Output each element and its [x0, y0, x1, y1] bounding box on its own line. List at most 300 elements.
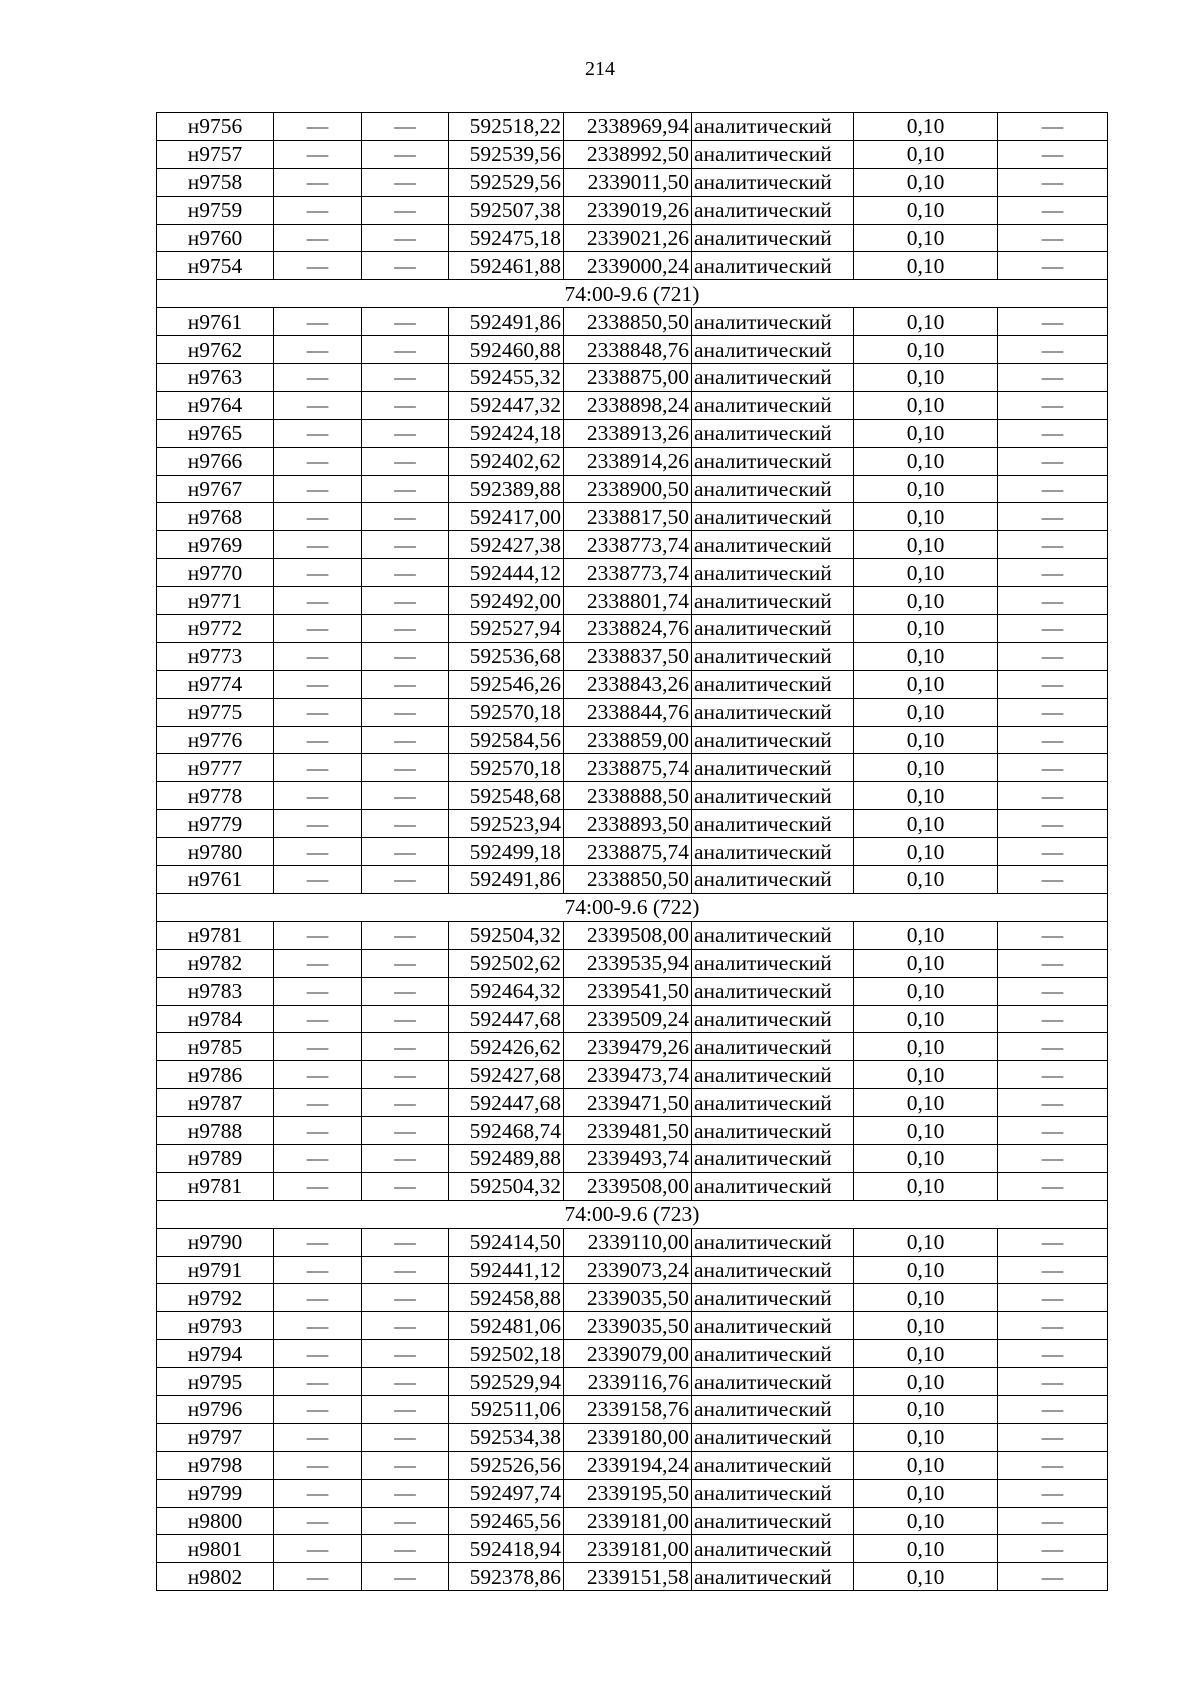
- table-row: [157, 726, 1108, 754]
- method-cell: аналитический: [692, 113, 854, 141]
- x-coordinate-cell: 592389,88: [449, 475, 564, 503]
- y-coordinate-cell: 2338773,74: [564, 531, 692, 559]
- table-row: [157, 698, 1108, 726]
- dash-cell: —: [274, 1117, 362, 1145]
- method-cell: аналитический: [692, 1535, 854, 1563]
- dash-cell: —: [274, 977, 362, 1005]
- dash-cell: —: [998, 1284, 1108, 1312]
- method-cell: аналитический: [692, 1284, 854, 1312]
- method-cell: аналитический: [692, 140, 854, 168]
- dash-cell: —: [998, 196, 1108, 224]
- dash-cell: —: [998, 1451, 1108, 1479]
- dash-cell: —: [362, 447, 449, 475]
- table-row: [157, 782, 1108, 810]
- dash-cell: —: [362, 559, 449, 587]
- dash-cell: —: [998, 391, 1108, 419]
- point-id-cell: н9797: [157, 1423, 274, 1451]
- table-row: [157, 308, 1108, 336]
- accuracy-cell: 0,10: [854, 866, 998, 894]
- dash-cell: —: [362, 308, 449, 336]
- accuracy-cell: 0,10: [854, 1563, 998, 1591]
- point-id-cell: н9776: [157, 726, 274, 754]
- y-coordinate-cell: 2338875,74: [564, 838, 692, 866]
- accuracy-cell: 0,10: [854, 642, 998, 670]
- table-row: [157, 1423, 1108, 1451]
- dash-cell: —: [998, 503, 1108, 531]
- dash-cell: —: [362, 140, 449, 168]
- dash-cell: —: [274, 1395, 362, 1423]
- dash-cell: —: [362, 1005, 449, 1033]
- accuracy-cell: 0,10: [854, 447, 998, 475]
- dash-cell: —: [362, 196, 449, 224]
- x-coordinate-cell: 592465,56: [449, 1507, 564, 1535]
- dash-cell: —: [274, 447, 362, 475]
- method-cell: аналитический: [692, 921, 854, 949]
- dash-cell: —: [362, 1395, 449, 1423]
- accuracy-cell: 0,10: [854, 838, 998, 866]
- point-id-cell: н9792: [157, 1284, 274, 1312]
- y-coordinate-cell: 2339493,74: [564, 1144, 692, 1172]
- point-id-cell: н9764: [157, 391, 274, 419]
- dash-cell: —: [362, 1089, 449, 1117]
- dash-cell: —: [362, 977, 449, 1005]
- y-coordinate-cell: 2339481,50: [564, 1117, 692, 1145]
- y-coordinate-cell: 2339541,50: [564, 977, 692, 1005]
- x-coordinate-cell: 592499,18: [449, 838, 564, 866]
- table-row: [157, 615, 1108, 643]
- x-coordinate-cell: 592489,88: [449, 1144, 564, 1172]
- section-header-row: [157, 893, 1108, 921]
- y-coordinate-cell: 2338850,50: [564, 308, 692, 336]
- point-id-cell: н9778: [157, 782, 274, 810]
- dash-cell: —: [998, 1368, 1108, 1396]
- dash-cell: —: [998, 336, 1108, 364]
- point-id-cell: н9769: [157, 531, 274, 559]
- table-row: [157, 838, 1108, 866]
- method-cell: аналитический: [692, 475, 854, 503]
- method-cell: аналитический: [692, 419, 854, 447]
- method-cell: аналитический: [692, 196, 854, 224]
- y-coordinate-cell: 2339079,00: [564, 1340, 692, 1368]
- dash-cell: —: [998, 1117, 1108, 1145]
- dash-cell: —: [274, 1228, 362, 1256]
- dash-cell: —: [998, 866, 1108, 894]
- dash-cell: —: [998, 1507, 1108, 1535]
- table-row: [157, 810, 1108, 838]
- accuracy-cell: 0,10: [854, 391, 998, 419]
- dash-cell: —: [998, 949, 1108, 977]
- method-cell: аналитический: [692, 1033, 854, 1061]
- dash-cell: —: [998, 1423, 1108, 1451]
- accuracy-cell: 0,10: [854, 224, 998, 252]
- dash-cell: —: [998, 1089, 1108, 1117]
- dash-cell: —: [998, 1005, 1108, 1033]
- dash-cell: —: [362, 168, 449, 196]
- y-coordinate-cell: 2339011,50: [564, 168, 692, 196]
- dash-cell: —: [362, 252, 449, 280]
- dash-cell: —: [362, 391, 449, 419]
- table-row: [157, 1256, 1108, 1284]
- table-row: [157, 1033, 1108, 1061]
- point-id-cell: н9770: [157, 559, 274, 587]
- dash-cell: —: [362, 1284, 449, 1312]
- point-id-cell: н9765: [157, 419, 274, 447]
- point-id-cell: н9777: [157, 754, 274, 782]
- point-id-cell: н9763: [157, 364, 274, 392]
- dash-cell: —: [362, 1368, 449, 1396]
- dash-cell: —: [274, 308, 362, 336]
- dash-cell: —: [998, 810, 1108, 838]
- method-cell: аналитический: [692, 531, 854, 559]
- y-coordinate-cell: 2338875,00: [564, 364, 692, 392]
- dash-cell: —: [362, 475, 449, 503]
- accuracy-cell: 0,10: [854, 1284, 998, 1312]
- accuracy-cell: 0,10: [854, 531, 998, 559]
- table-row: [157, 391, 1108, 419]
- point-id-cell: н9791: [157, 1256, 274, 1284]
- dash-cell: —: [362, 1228, 449, 1256]
- table-row: [157, 196, 1108, 224]
- accuracy-cell: 0,10: [854, 1256, 998, 1284]
- method-cell: аналитический: [692, 1172, 854, 1200]
- accuracy-cell: 0,10: [854, 336, 998, 364]
- dash-cell: —: [362, 726, 449, 754]
- dash-cell: —: [998, 1228, 1108, 1256]
- dash-cell: —: [362, 1423, 449, 1451]
- dash-cell: —: [362, 921, 449, 949]
- point-id-cell: н9781: [157, 921, 274, 949]
- method-cell: аналитический: [692, 1312, 854, 1340]
- table-row: [157, 140, 1108, 168]
- x-coordinate-cell: 592378,86: [449, 1563, 564, 1591]
- dash-cell: —: [274, 1507, 362, 1535]
- point-id-cell: н9785: [157, 1033, 274, 1061]
- dash-cell: —: [998, 726, 1108, 754]
- y-coordinate-cell: 2338898,24: [564, 391, 692, 419]
- dash-cell: —: [274, 1479, 362, 1507]
- table-row: [157, 1507, 1108, 1535]
- section-header-row: [157, 280, 1108, 308]
- table-row: [157, 949, 1108, 977]
- dash-cell: —: [998, 1563, 1108, 1591]
- dash-cell: —: [362, 1507, 449, 1535]
- method-cell: аналитический: [692, 1144, 854, 1172]
- y-coordinate-cell: 2339508,00: [564, 1172, 692, 1200]
- x-coordinate-cell: 592497,74: [449, 1479, 564, 1507]
- point-id-cell: н9786: [157, 1061, 274, 1089]
- dash-cell: —: [998, 587, 1108, 615]
- point-id-cell: н9782: [157, 949, 274, 977]
- dash-cell: —: [362, 503, 449, 531]
- accuracy-cell: 0,10: [854, 1340, 998, 1368]
- point-id-cell: н9761: [157, 866, 274, 894]
- dash-cell: —: [998, 447, 1108, 475]
- point-id-cell: н9771: [157, 587, 274, 615]
- y-coordinate-cell: 2338824,76: [564, 615, 692, 643]
- table-row: [157, 754, 1108, 782]
- table-row: [157, 1479, 1108, 1507]
- accuracy-cell: 0,10: [854, 977, 998, 1005]
- x-coordinate-cell: 592548,68: [449, 782, 564, 810]
- dash-cell: —: [274, 1172, 362, 1200]
- y-coordinate-cell: 2338817,50: [564, 503, 692, 531]
- dash-cell: —: [362, 1479, 449, 1507]
- accuracy-cell: 0,10: [854, 810, 998, 838]
- x-coordinate-cell: 592526,56: [449, 1451, 564, 1479]
- method-cell: аналитический: [692, 1228, 854, 1256]
- point-id-cell: н9774: [157, 670, 274, 698]
- x-coordinate-cell: 592481,06: [449, 1312, 564, 1340]
- dash-cell: —: [998, 1061, 1108, 1089]
- dash-cell: —: [362, 949, 449, 977]
- point-id-cell: н9802: [157, 1563, 274, 1591]
- table-row: [157, 587, 1108, 615]
- dash-cell: —: [274, 642, 362, 670]
- table-row: [157, 1228, 1108, 1256]
- point-id-cell: н9767: [157, 475, 274, 503]
- point-id-cell: н9757: [157, 140, 274, 168]
- y-coordinate-cell: 2339195,50: [564, 1479, 692, 1507]
- y-coordinate-cell: 2339181,00: [564, 1507, 692, 1535]
- dash-cell: —: [998, 364, 1108, 392]
- dash-cell: —: [998, 168, 1108, 196]
- accuracy-cell: 0,10: [854, 475, 998, 503]
- accuracy-cell: 0,10: [854, 754, 998, 782]
- dash-cell: —: [998, 1340, 1108, 1368]
- x-coordinate-cell: 592424,18: [449, 419, 564, 447]
- accuracy-cell: 0,10: [854, 1507, 998, 1535]
- x-coordinate-cell: 592447,68: [449, 1005, 564, 1033]
- dash-cell: —: [362, 1451, 449, 1479]
- accuracy-cell: 0,10: [854, 1395, 998, 1423]
- dash-cell: —: [362, 224, 449, 252]
- method-cell: аналитический: [692, 1117, 854, 1145]
- dash-cell: —: [274, 1451, 362, 1479]
- accuracy-cell: 0,10: [854, 364, 998, 392]
- point-id-cell: н9796: [157, 1395, 274, 1423]
- y-coordinate-cell: 2339116,76: [564, 1368, 692, 1396]
- table-row: [157, 336, 1108, 364]
- dash-cell: —: [998, 113, 1108, 141]
- x-coordinate-cell: 592511,06: [449, 1395, 564, 1423]
- dash-cell: —: [274, 1061, 362, 1089]
- y-coordinate-cell: 2339194,24: [564, 1451, 692, 1479]
- point-id-cell: н9760: [157, 224, 274, 252]
- y-coordinate-cell: 2339479,26: [564, 1033, 692, 1061]
- y-coordinate-cell: 2338914,26: [564, 447, 692, 475]
- method-cell: аналитический: [692, 1368, 854, 1396]
- point-id-cell: н9794: [157, 1340, 274, 1368]
- page-number: 214: [585, 58, 615, 80]
- accuracy-cell: 0,10: [854, 113, 998, 141]
- y-coordinate-cell: 2339000,24: [564, 252, 692, 280]
- method-cell: аналитический: [692, 308, 854, 336]
- dash-cell: —: [274, 1423, 362, 1451]
- dash-cell: —: [362, 615, 449, 643]
- point-id-cell: н9787: [157, 1089, 274, 1117]
- y-coordinate-cell: 2339035,50: [564, 1284, 692, 1312]
- section-title: 74:00-9.6 (723): [157, 1200, 1108, 1228]
- dash-cell: —: [362, 866, 449, 894]
- table-row: [157, 559, 1108, 587]
- x-coordinate-cell: 592546,26: [449, 670, 564, 698]
- point-id-cell: н9799: [157, 1479, 274, 1507]
- x-coordinate-cell: 592491,86: [449, 308, 564, 336]
- y-coordinate-cell: 2339473,74: [564, 1061, 692, 1089]
- accuracy-cell: 0,10: [854, 587, 998, 615]
- point-id-cell: н9758: [157, 168, 274, 196]
- table-row: [157, 168, 1108, 196]
- dash-cell: —: [274, 782, 362, 810]
- dash-cell: —: [362, 364, 449, 392]
- dash-cell: —: [274, 419, 362, 447]
- dash-cell: —: [998, 1395, 1108, 1423]
- dash-cell: —: [274, 1005, 362, 1033]
- accuracy-cell: 0,10: [854, 670, 998, 698]
- dash-cell: —: [274, 1284, 362, 1312]
- method-cell: аналитический: [692, 559, 854, 587]
- dash-cell: —: [274, 196, 362, 224]
- x-coordinate-cell: 592460,88: [449, 336, 564, 364]
- method-cell: аналитический: [692, 642, 854, 670]
- method-cell: аналитический: [692, 698, 854, 726]
- dash-cell: —: [362, 336, 449, 364]
- point-id-cell: н9800: [157, 1507, 274, 1535]
- dash-cell: —: [274, 615, 362, 643]
- dash-cell: —: [274, 1033, 362, 1061]
- table-row: [157, 503, 1108, 531]
- dash-cell: —: [274, 1535, 362, 1563]
- accuracy-cell: 0,10: [854, 1228, 998, 1256]
- x-coordinate-cell: 592458,88: [449, 1284, 564, 1312]
- x-coordinate-cell: 592455,32: [449, 364, 564, 392]
- dash-cell: —: [998, 670, 1108, 698]
- dash-cell: —: [998, 308, 1108, 336]
- point-id-cell: н9761: [157, 308, 274, 336]
- table-row: [157, 1172, 1108, 1200]
- method-cell: аналитический: [692, 1479, 854, 1507]
- accuracy-cell: 0,10: [854, 726, 998, 754]
- point-id-cell: н9772: [157, 615, 274, 643]
- dash-cell: —: [998, 531, 1108, 559]
- x-coordinate-cell: 592523,94: [449, 810, 564, 838]
- x-coordinate-cell: 592527,94: [449, 615, 564, 643]
- method-cell: аналитический: [692, 168, 854, 196]
- point-id-cell: н9788: [157, 1117, 274, 1145]
- table-row: [157, 419, 1108, 447]
- point-id-cell: н9754: [157, 252, 274, 280]
- table-row: [157, 1451, 1108, 1479]
- method-cell: аналитический: [692, 364, 854, 392]
- dash-cell: —: [274, 1368, 362, 1396]
- dash-cell: —: [274, 587, 362, 615]
- method-cell: аналитический: [692, 1256, 854, 1284]
- method-cell: аналитический: [692, 1507, 854, 1535]
- dash-cell: —: [274, 838, 362, 866]
- x-coordinate-cell: 592504,32: [449, 921, 564, 949]
- method-cell: аналитический: [692, 1089, 854, 1117]
- method-cell: аналитический: [692, 782, 854, 810]
- x-coordinate-cell: 592426,62: [449, 1033, 564, 1061]
- x-coordinate-cell: 592536,68: [449, 642, 564, 670]
- dash-cell: —: [362, 698, 449, 726]
- y-coordinate-cell: 2338913,26: [564, 419, 692, 447]
- accuracy-cell: 0,10: [854, 503, 998, 531]
- method-cell: аналитический: [692, 726, 854, 754]
- x-coordinate-cell: 592447,68: [449, 1089, 564, 1117]
- method-cell: аналитический: [692, 252, 854, 280]
- dash-cell: —: [362, 754, 449, 782]
- accuracy-cell: 0,10: [854, 1451, 998, 1479]
- method-cell: аналитический: [692, 754, 854, 782]
- accuracy-cell: 0,10: [854, 1117, 998, 1145]
- accuracy-cell: 0,10: [854, 1423, 998, 1451]
- method-cell: аналитический: [692, 224, 854, 252]
- dash-cell: —: [274, 252, 362, 280]
- y-coordinate-cell: 2339181,00: [564, 1535, 692, 1563]
- point-id-cell: н9773: [157, 642, 274, 670]
- table-row: [157, 1284, 1108, 1312]
- point-id-cell: н9798: [157, 1451, 274, 1479]
- table-row: [157, 1340, 1108, 1368]
- method-cell: аналитический: [692, 1563, 854, 1591]
- table-row: [157, 447, 1108, 475]
- dash-cell: —: [362, 810, 449, 838]
- table-row: [157, 1089, 1108, 1117]
- dash-cell: —: [274, 113, 362, 141]
- table-row: [157, 1563, 1108, 1591]
- y-coordinate-cell: 2338850,50: [564, 866, 692, 894]
- dash-cell: —: [274, 1144, 362, 1172]
- dash-cell: —: [362, 1172, 449, 1200]
- accuracy-cell: 0,10: [854, 168, 998, 196]
- method-cell: аналитический: [692, 336, 854, 364]
- dash-cell: —: [274, 1312, 362, 1340]
- x-coordinate-cell: 592468,74: [449, 1117, 564, 1145]
- point-id-cell: н9766: [157, 447, 274, 475]
- x-coordinate-cell: 592447,32: [449, 391, 564, 419]
- x-coordinate-cell: 592570,18: [449, 754, 564, 782]
- y-coordinate-cell: 2339180,00: [564, 1423, 692, 1451]
- dash-cell: —: [998, 642, 1108, 670]
- dash-cell: —: [362, 1033, 449, 1061]
- table-row: [157, 1005, 1108, 1033]
- method-cell: аналитический: [692, 587, 854, 615]
- method-cell: аналитический: [692, 1005, 854, 1033]
- y-coordinate-cell: 2338969,94: [564, 113, 692, 141]
- y-coordinate-cell: 2338992,50: [564, 140, 692, 168]
- section-title: 74:00-9.6 (722): [157, 893, 1108, 921]
- method-cell: аналитический: [692, 391, 854, 419]
- point-id-cell: н9780: [157, 838, 274, 866]
- dash-cell: —: [274, 1340, 362, 1368]
- dash-cell: —: [274, 391, 362, 419]
- point-id-cell: н9781: [157, 1172, 274, 1200]
- dash-cell: —: [274, 1089, 362, 1117]
- dash-cell: —: [362, 670, 449, 698]
- accuracy-cell: 0,10: [854, 1089, 998, 1117]
- dash-cell: —: [998, 559, 1108, 587]
- dash-cell: —: [274, 698, 362, 726]
- accuracy-cell: 0,10: [854, 196, 998, 224]
- table-row: [157, 670, 1108, 698]
- method-cell: аналитический: [692, 1340, 854, 1368]
- dash-cell: —: [362, 1535, 449, 1563]
- y-coordinate-cell: 2339021,26: [564, 224, 692, 252]
- accuracy-cell: 0,10: [854, 1033, 998, 1061]
- y-coordinate-cell: 2339110,00: [564, 1228, 692, 1256]
- y-coordinate-cell: 2339019,26: [564, 196, 692, 224]
